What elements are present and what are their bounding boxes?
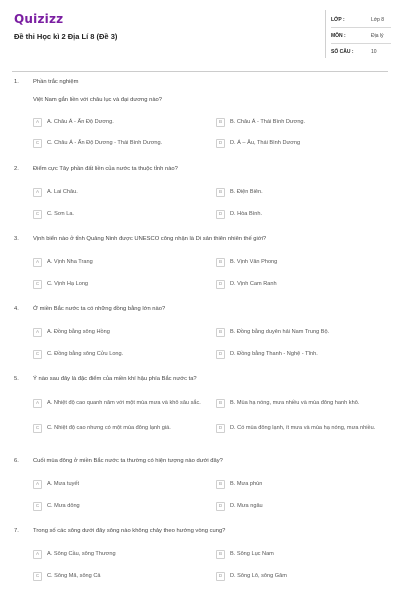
option-letter-box: B xyxy=(216,118,225,127)
option-text: D. Mưa ngâu xyxy=(230,503,263,510)
option-text: D. Á – Âu, Thái Bình Dương xyxy=(230,140,301,147)
option-letter-box: C xyxy=(33,210,42,219)
worksheet-header xyxy=(0,0,400,64)
option-letter-box: B xyxy=(216,550,225,559)
quizizz-logo: Quizizz xyxy=(14,12,64,26)
answer-option-a[interactable] xyxy=(33,258,93,267)
option-letter-box: D xyxy=(216,350,225,359)
option-letter-box: C xyxy=(33,424,42,433)
option-letter-box: A xyxy=(33,328,42,337)
answer-option-d[interactable] xyxy=(216,210,262,219)
question-number: 5. xyxy=(14,376,19,382)
option-text: B. Vịnh Vân Phong xyxy=(230,259,278,266)
option-text: C. Vịnh Hạ Long xyxy=(47,281,89,288)
option-letter-box: B xyxy=(216,188,225,197)
question-subtext: Việt Nam gắn liền với châu lục và đại dương nào? xyxy=(33,97,163,103)
answer-option-b[interactable] xyxy=(216,328,329,337)
option-text: D. Vịnh Cam Ranh xyxy=(230,281,277,288)
option-letter-box: A xyxy=(33,118,42,127)
answer-option-d[interactable] xyxy=(216,421,375,435)
question-1 xyxy=(0,79,400,149)
answer-option-b[interactable] xyxy=(216,188,263,197)
answer-option-b[interactable] xyxy=(216,396,359,410)
meta-label: MÔN : xyxy=(331,32,346,39)
option-text: C. Nhiệt độ cao nhưng có một mùa đông lạnh giá. xyxy=(47,424,171,431)
question-number: 6. xyxy=(14,458,19,464)
meta-row-class xyxy=(331,12,391,28)
question-text: Điểm cực Tây phần đất liền của nước ta thuộc tỉnh nào? xyxy=(33,166,178,172)
answer-option-d[interactable] xyxy=(216,502,263,511)
answer-option-b[interactable] xyxy=(216,550,274,559)
worksheet-meta xyxy=(331,12,391,60)
answer-option-a[interactable] xyxy=(33,480,79,489)
option-text: A. Mưa tuyết xyxy=(47,481,80,488)
question-number: 4. xyxy=(14,306,19,312)
answer-option-d[interactable] xyxy=(216,139,300,148)
option-text: D. Sông Lô, sông Gâm xyxy=(230,573,287,580)
answer-option-d[interactable] xyxy=(216,350,318,359)
question-4 xyxy=(0,306,400,361)
option-text: A. Đồng bằng sông Hồng xyxy=(47,329,110,336)
meta-row-question-count xyxy=(331,44,391,60)
question-number: 2. xyxy=(14,166,19,172)
answer-option-b[interactable] xyxy=(216,118,305,127)
question-text: Cuối mùa đông ở miền Bắc nước ta thường có hiện tượng nào dưới đây? xyxy=(33,458,223,464)
option-text: A. Nhiệt độ cao quanh năm với một mùa mưa và khô sâu sắc. xyxy=(47,399,201,406)
meta-value: Địa lý xyxy=(371,32,384,39)
question-text: Ý nào sau đây là đặc điểm của miền khí hậu phía Bắc nước ta? xyxy=(33,376,197,382)
option-letter-box: B xyxy=(216,399,225,408)
meta-value: 10 xyxy=(371,49,377,55)
question-6 xyxy=(0,458,400,513)
answer-option-d[interactable] xyxy=(216,572,287,581)
answer-option-a[interactable] xyxy=(33,396,201,410)
option-letter-box: B xyxy=(216,328,225,337)
option-text: A. Vịnh Nha Trang xyxy=(47,259,93,266)
option-text: C. Đồng bằng sông Cửu Long. xyxy=(47,351,124,358)
answer-option-b[interactable] xyxy=(216,480,262,489)
option-text: B. Đồng bằng duyên hải Nam Trung Bộ. xyxy=(230,329,330,336)
option-text: A. Sông Cầu, sông Thương xyxy=(47,551,116,558)
option-letter-box: A xyxy=(33,258,42,267)
option-text: D. Đồng bằng Thanh - Nghệ - Tĩnh. xyxy=(230,351,318,358)
meta-label: LỚP : xyxy=(331,16,345,23)
option-text: A. Lai Châu. xyxy=(47,189,78,196)
option-text: D. Có mùa đông lạnh, ít mưa và mùa hạ nóng, mưa nhiều. xyxy=(230,424,376,431)
answer-option-c[interactable] xyxy=(33,210,74,219)
option-letter-box: A xyxy=(33,550,42,559)
option-letter-box: A xyxy=(33,399,42,408)
option-letter-box: D xyxy=(216,139,225,148)
answer-option-b[interactable] xyxy=(216,258,277,267)
option-letter-box: C xyxy=(33,572,42,581)
option-letter-box: C xyxy=(33,139,42,148)
question-text: Trong số các sông dưới đây sông nào không chảy theo hướng vòng cung? xyxy=(33,528,226,534)
answer-option-d[interactable] xyxy=(216,280,277,289)
option-letter-box: D xyxy=(216,424,225,433)
option-text: C. Sông Mã, sông Cả xyxy=(47,573,101,580)
option-letter-box: B xyxy=(216,480,225,489)
answer-option-a[interactable] xyxy=(33,188,78,197)
answer-option-c[interactable] xyxy=(33,280,88,289)
option-letter-box: D xyxy=(216,572,225,581)
option-letter-box: A xyxy=(33,480,42,489)
option-text: B. Sông Lục Nam xyxy=(230,551,274,558)
header-separator xyxy=(12,71,388,72)
question-2 xyxy=(0,166,400,221)
option-letter-box: A xyxy=(33,188,42,197)
answer-option-a[interactable] xyxy=(33,328,110,337)
option-letter-box: C xyxy=(33,350,42,359)
question-number: 7. xyxy=(14,528,19,534)
answer-option-a[interactable] xyxy=(33,118,114,127)
answer-option-c[interactable] xyxy=(33,502,80,511)
meta-row-subject xyxy=(331,28,391,44)
option-text: B. Mưa phùn xyxy=(230,481,263,488)
answer-option-c[interactable] xyxy=(33,350,123,359)
meta-label: SỐ CÂU : xyxy=(331,49,354,55)
answer-option-c[interactable] xyxy=(33,139,162,148)
answer-option-a[interactable] xyxy=(33,550,116,559)
question-text: Phần trắc nghiệm xyxy=(33,79,79,85)
option-letter-box: D xyxy=(216,280,225,289)
option-letter-box: C xyxy=(33,280,42,289)
header-divider xyxy=(325,10,326,58)
question-text: Ở miền Bắc nước ta có những đồng bằng lớn nào? xyxy=(33,306,166,312)
question-7 xyxy=(0,528,400,583)
question-text: Vịnh biển nào ở tỉnh Quảng Ninh được UNESCO công nhận là Di sản thiên nhiên thế giới? xyxy=(33,236,267,242)
question-3 xyxy=(0,236,400,291)
question-number: 1. xyxy=(14,79,19,85)
meta-value: Lớp 8 xyxy=(371,16,385,23)
option-text: B. Điện Biên. xyxy=(230,189,263,196)
option-text: B. Châu Á - Thái Bình Dương. xyxy=(230,119,306,126)
option-letter-box: B xyxy=(216,258,225,267)
option-text: D. Hòa Bình. xyxy=(230,211,263,218)
option-letter-box: D xyxy=(216,502,225,511)
answer-option-c[interactable] xyxy=(33,421,171,435)
option-text: C. Sơn La. xyxy=(47,211,74,218)
answer-option-c[interactable] xyxy=(33,572,100,581)
option-letter-box: D xyxy=(216,210,225,219)
question-number: 3. xyxy=(14,236,19,242)
option-letter-box: C xyxy=(33,502,42,511)
option-text: B. Mùa hạ nóng, mưa nhiều và mùa đông hanh khô. xyxy=(230,399,360,406)
option-text: C. Châu Á - Ấn Độ Dương - Thái Bình Dương. xyxy=(47,140,163,147)
question-5 xyxy=(0,376,400,441)
option-text: A. Châu Á - Ấn Độ Dương. xyxy=(47,119,114,126)
option-text: C. Mưa dông xyxy=(47,503,80,510)
worksheet-title: Đề thi Học kì 2 Địa Lí 8 (Đề 3) xyxy=(14,32,118,41)
